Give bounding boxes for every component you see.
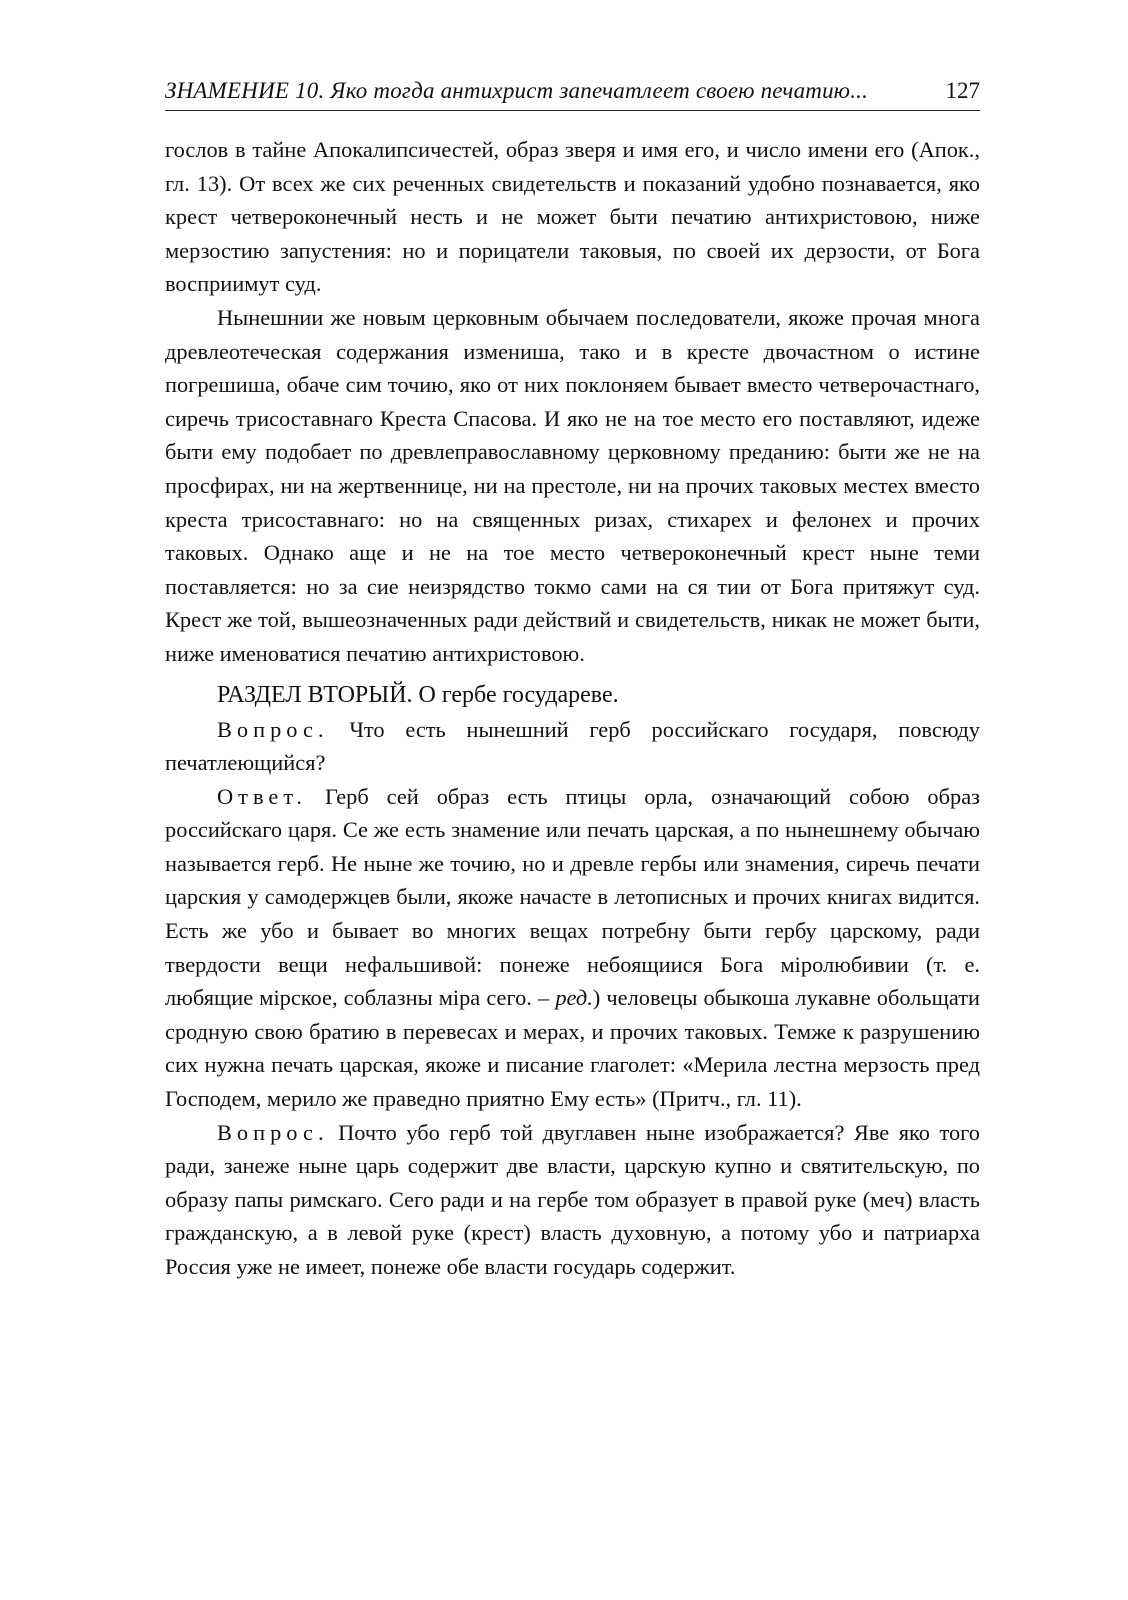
body-text	[165, 133, 980, 1284]
section-heading-label: РАЗДЕЛ ВТОРЫЙ.	[217, 681, 413, 708]
page-number: 127	[945, 78, 980, 103]
running-header	[165, 76, 980, 111]
question-1-label: Вопрос.	[217, 716, 329, 742]
paragraph-cross: Нынешнии же новым церковным обычаем последователи, якоже прочая многа древлеотеческая содержания измениша, тако и в кресте двочастном о истине погрешиша, обаче сим точию, яко от них поклоняем бывает вместо четверочастнаго, сиречь трисоставнаго Креста Спасова. И яко не на тое место его поставляют, идеже быти ему подобает по древлеправославному церковному преданию: быти же не на просфирах, ни на жертвеннице, ни на престоле, ни на прочих таковых местех вместо креста трисоставнаго: но на священных ризах, стихарех и фелонех и прочих таковых. Однако аще и не на тое место четвероконечный крест ныне теми поставляется: но за сие неизрядство токмо сами на ся тии от Бога притяжут суд. Крест же той, вышеозначенных ради действий и свидетельств, никак не может быти, ниже именоватися печатию антихристовою.	[165, 304, 980, 666]
book-page	[165, 76, 980, 1556]
paragraph-continuation: гослов в тайне Апокалипсичестей, образ зверя и имя его, и число имени его (Апок., гл. 13). От всех же сих реченных свидетельств и показаний удобно познавается, яко крест четвероконечный несть и не может быти печатию антихристовою, ниже мерзостию запустения: но и порицатели таковыя, по своей их дерзости, от Бога восприимут суд.	[165, 137, 980, 297]
section-heading-text: О гербе государеве.	[418, 681, 619, 708]
answer-1-text-before: Герб сей образ есть птицы орла, означающий собою образ российскаго царя. Се же есть знамение или печать царская, а по нынешнему обычаю называется герб. Не ныне же точию, но и древле гербы или знамения, сиречь печати царския у самодержцев были, якоже начасте в летописных и прочих книгах видится. Есть же убо и бывает во многих вещах потребну быти гербу царскому, ради твердости вещи нефальшивой: понеже небоящиися Бога міролюбивии (т. е. любящие мірское, соблазны міра сего. –	[165, 783, 980, 1011]
question-1	[165, 713, 980, 780]
answer-1	[165, 780, 980, 1116]
answer-1-label: Ответ.	[217, 783, 308, 809]
question-1-text: Что есть нынешний герб российскаго государя, повсюду печатлеющийся?	[165, 716, 980, 776]
editor-note: ред.	[555, 985, 593, 1011]
question-2-label: Вопрос.	[217, 1119, 329, 1145]
question-2-text: Почто убо герб той двуглавен ныне изображается? Яве яко того ради, занеже ныне царь содержит две власти, царскую купно и святительскую, по образу папы римскаго. Сего ради и на гербе том образует в правой руке (меч) власть гражданскую, а в левой руке (крест) власть духовную, а потому убо и патриарха Россия уже не имеет, понеже обе власти государь содержит.	[165, 1119, 980, 1279]
running-title: ЗНАМЕНИЕ 10. Яко тогда антихрист запечатлеет своею печатию...	[165, 78, 869, 103]
section-heading	[165, 677, 980, 713]
question-2	[165, 1116, 980, 1284]
answer-1-text-after: ) человецы обыкоша лукавне обольщати сродную свою братию в перевесах и мерах, и прочих таковых. Темже к разрушению сих нужна печать царская, якоже и писание глаголет: «Мерила лестна мерзость пред Господем, мерило же праведно приятно Ему есть» (Притч., гл. 11).	[165, 985, 980, 1112]
